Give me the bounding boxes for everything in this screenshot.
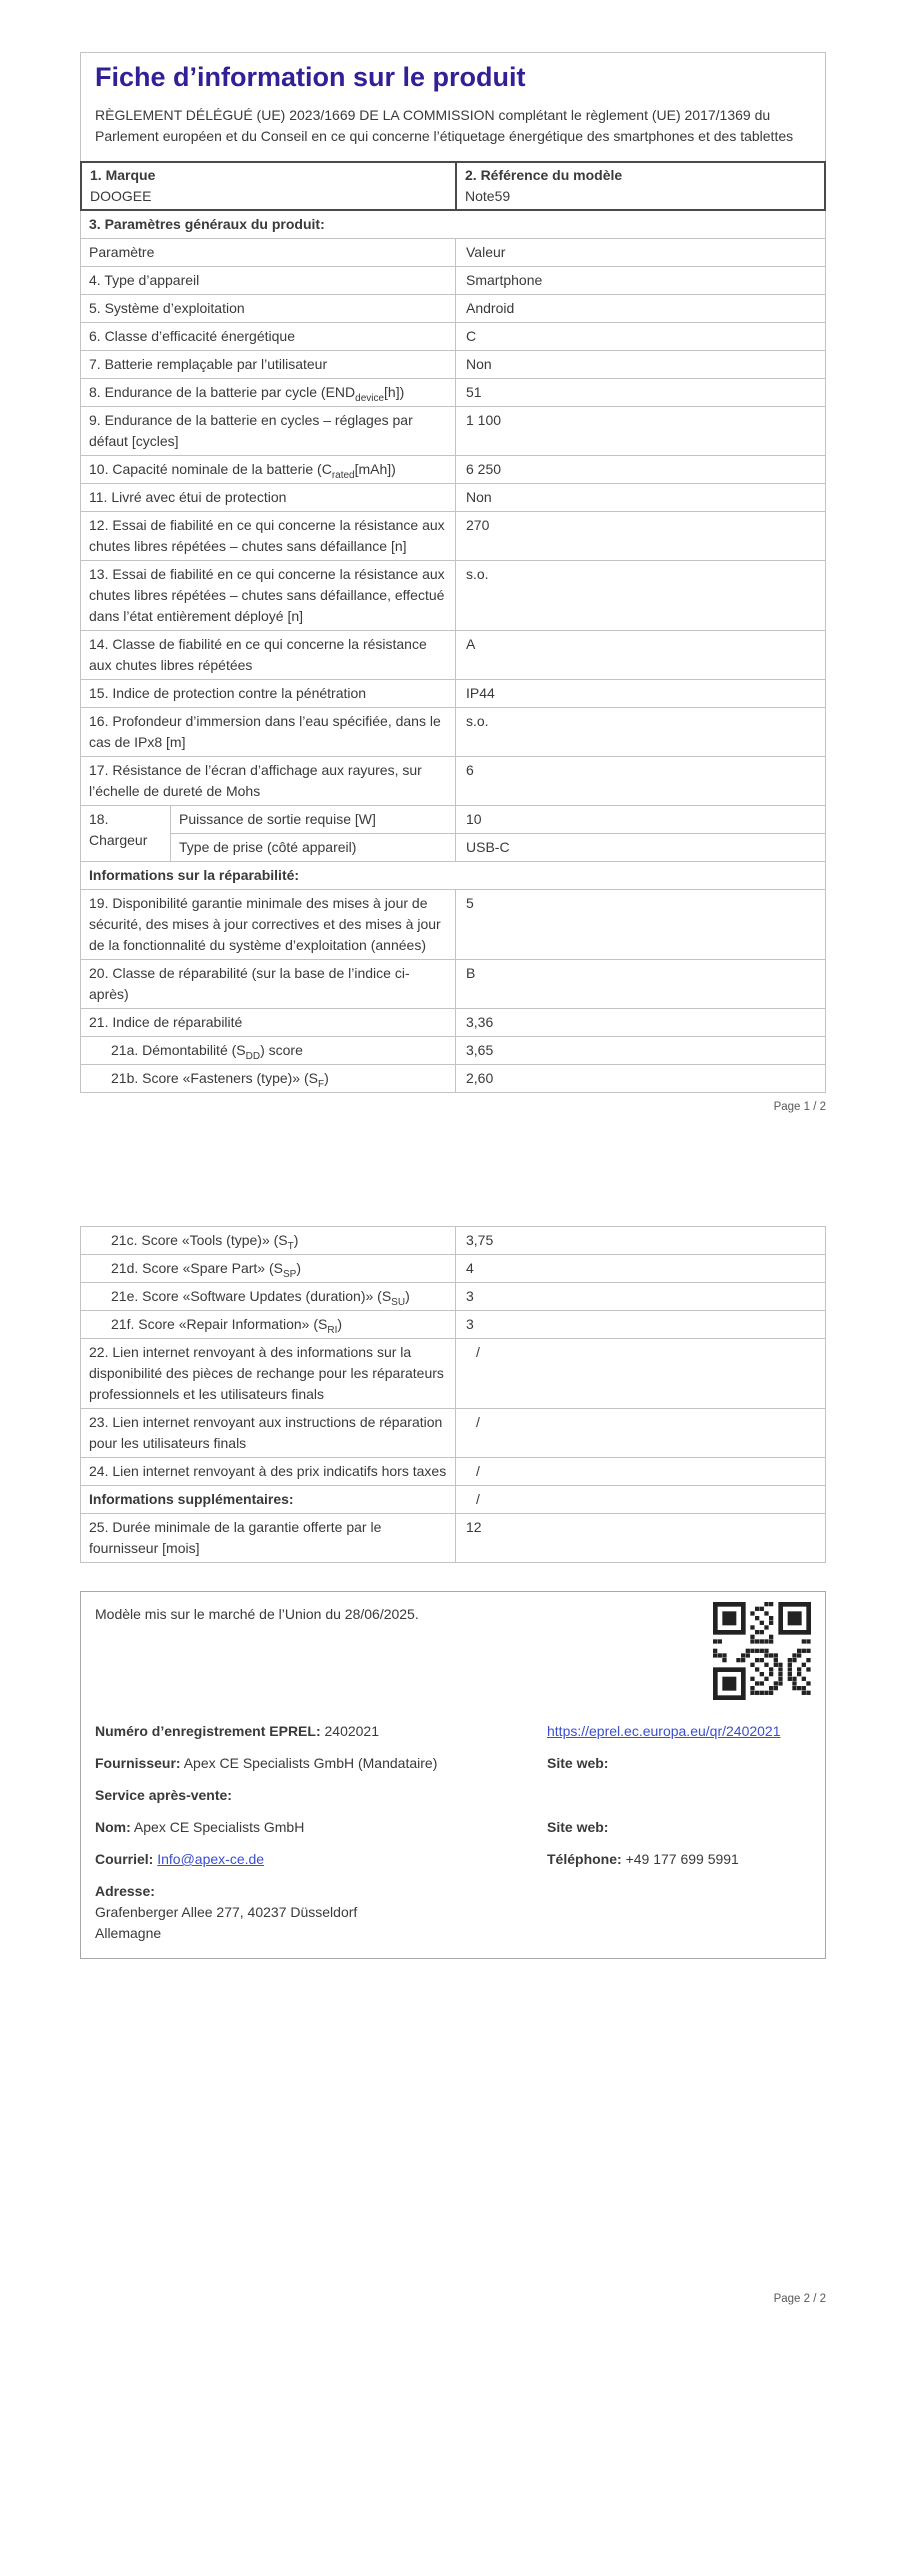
site-web-label: Site web: bbox=[547, 1755, 609, 1771]
eprel-link[interactable]: https://eprel.ec.europa.eu/qr/2402021 bbox=[547, 1723, 781, 1739]
table-row bbox=[81, 1458, 825, 1486]
table-row bbox=[81, 1009, 825, 1037]
param-label: 9. Endurance de la batterie en cycles – réglages par défaut [cycles] bbox=[81, 407, 456, 455]
supplier-info-box bbox=[80, 1591, 826, 1959]
param-value: IP44 bbox=[466, 684, 495, 701]
site-web-label-2: Site web: bbox=[547, 1819, 609, 1835]
param-value: 12 bbox=[466, 1519, 482, 1535]
param-value: / bbox=[476, 1491, 480, 1507]
eprel-number bbox=[95, 1721, 547, 1742]
param-value: Valeur bbox=[466, 243, 506, 260]
param-label: 21a. Démontabilité $(S_{DD})$ score bbox=[81, 1037, 456, 1064]
table-row bbox=[81, 351, 825, 379]
param-label: 16. Profondeur d’immersion dans l’eau spécifiée, dans le cas de IPx8 [m] bbox=[81, 708, 456, 756]
param-value: Smartphone bbox=[466, 271, 543, 288]
page-number-1: Page 1 / 2 bbox=[773, 1100, 826, 1113]
param-label: 21d. Score «Spare Part» $(S_{SP})$ bbox=[81, 1255, 456, 1282]
param-label: 21. Indice de réparabilité bbox=[81, 1009, 456, 1036]
address-line-1: Grafenberger Allee 277, 40237 Düsseldorf bbox=[95, 1904, 358, 1920]
param-value: Non bbox=[466, 355, 492, 372]
table-row bbox=[81, 680, 825, 708]
param-value: 5 bbox=[466, 894, 474, 911]
brand-model-row bbox=[80, 161, 826, 211]
table-row bbox=[81, 1409, 825, 1458]
param-value: / bbox=[476, 1463, 480, 1479]
param-label: 24. Lien internet renvoyant à des prix indicatifs hors taxes bbox=[81, 1458, 456, 1485]
table-row bbox=[81, 407, 825, 456]
section-header: Informations sur la réparabilité: bbox=[89, 866, 300, 883]
param-value: C bbox=[466, 327, 477, 344]
table-row bbox=[81, 1255, 825, 1283]
param-value: 6 bbox=[466, 761, 474, 778]
brand-cell bbox=[82, 163, 457, 209]
title-section bbox=[80, 52, 826, 161]
param-label: 21b. Score «Fasteners (type)» $(S_F)$ bbox=[81, 1065, 456, 1092]
param-label: 11. Livré avec étui de protection bbox=[81, 484, 456, 511]
table-row bbox=[81, 239, 825, 267]
page-break bbox=[80, 1116, 826, 1226]
eprel-row bbox=[95, 1721, 811, 1742]
param-label: 18. Chargeur bbox=[81, 806, 171, 861]
brand-value: DOOGEE bbox=[90, 187, 152, 204]
param-value: / bbox=[476, 1344, 480, 1360]
param-label: 4. Type d’appareil bbox=[81, 267, 456, 294]
table-row bbox=[81, 211, 825, 239]
qr-code bbox=[713, 1602, 811, 1700]
param-label: 13. Essai de fiabilité en ce qui concerne la résistance aux chutes libres répétées – chutes sans défaillance, effectué dans l’état entièrement déployé [n] bbox=[81, 561, 456, 630]
param-label: 15. Indice de protection contre la pénétration bbox=[81, 680, 456, 707]
param-label: 6. Classe d’efficacité énergétique bbox=[81, 323, 456, 350]
table-row bbox=[81, 757, 825, 806]
address-block bbox=[95, 1881, 811, 1944]
param-label: 14. Classe de fiabilité en ce qui concerne la résistance aux chutes libres répétées bbox=[81, 631, 456, 679]
after-sales-row bbox=[95, 1785, 811, 1806]
param-value: 4 bbox=[466, 1260, 474, 1276]
table-row bbox=[81, 1227, 825, 1255]
param-label: 17. Résistance de l’écran d’affichage aux rayures, sur l’échelle de dureté de Mohs bbox=[81, 757, 456, 805]
service-name-value: Apex CE Specialists GmbH bbox=[133, 1819, 305, 1835]
address-line-2: Allemagne bbox=[95, 1925, 162, 1941]
param-value: 3,65 bbox=[466, 1041, 494, 1058]
phone-label: Téléphone: bbox=[547, 1851, 622, 1867]
eprel-value: 2402021 bbox=[324, 1723, 380, 1739]
param-label: 12. Essai de fiabilité en ce qui concerne la résistance aux chutes libres répétées – chutes sans défaillance [n] bbox=[81, 512, 456, 560]
param-value: A bbox=[466, 635, 476, 652]
table-row bbox=[81, 960, 825, 1009]
table-row bbox=[81, 1311, 825, 1339]
phone-value: +49 177 699 5991 bbox=[625, 1851, 739, 1867]
table-row bbox=[81, 512, 825, 561]
table-row bbox=[81, 323, 825, 351]
table-row bbox=[81, 456, 825, 484]
table-row bbox=[81, 806, 825, 862]
param-value: Android bbox=[466, 299, 515, 316]
table-row bbox=[81, 1514, 825, 1563]
table-row bbox=[81, 379, 825, 407]
section-header: 3. Paramètres généraux du produit: bbox=[89, 215, 325, 232]
table-row bbox=[81, 484, 825, 512]
table-row bbox=[81, 862, 825, 890]
brand-label: 1. Marque bbox=[90, 166, 156, 183]
param-label: 22. Lien internet renvoyant à des informations sur la disponibilité des pièces de rechange pour les réparateurs professionnels et les utilisateurs finals bbox=[81, 1339, 456, 1408]
param-value: USB-C bbox=[466, 838, 510, 855]
model-label: 2. Référence du modèle bbox=[465, 166, 623, 183]
param-value: 3,36 bbox=[466, 1013, 494, 1030]
param-label: 25. Durée minimale de la garantie offerte par le fournisseur [mois] bbox=[81, 1514, 456, 1562]
supplier-label: Fournisseur: bbox=[95, 1755, 181, 1771]
param-label: 19. Disponibilité garantie minimale des mises à jour de sécurité, des mises à jour correctives et des mises à jour de la fonctionnalité du système d’exploitation (années) bbox=[81, 890, 456, 959]
address-label: Adresse: bbox=[95, 1883, 155, 1899]
email-label: Courriel: bbox=[95, 1851, 154, 1867]
product-table-page1 bbox=[80, 211, 826, 1093]
regulation-text: RÈGLEMENT DÉLÉGUÉ (UE) 2023/1669 DE LA COMMISSION complétant le règlement (UE) 2017/1369 du Parlement européen et du Conseil en ce qui concerne l’étiquetage énergétique des smartphones et des tablettes bbox=[95, 106, 794, 144]
param-label: 5. Système d’exploitation bbox=[81, 295, 456, 322]
param-value: s.o. bbox=[466, 712, 489, 729]
page-number-2: Page 2 / 2 bbox=[773, 2293, 826, 2305]
table-row bbox=[81, 890, 825, 960]
param-label: Paramètre bbox=[81, 239, 456, 266]
model-cell bbox=[457, 163, 824, 209]
param-value: Non bbox=[466, 488, 492, 505]
param-label: 10. Capacité nominale de la batterie $(C_{rated}[mAh])$ bbox=[81, 456, 456, 483]
table-row bbox=[81, 631, 825, 680]
service-name-label: Nom: bbox=[95, 1819, 131, 1835]
table-row bbox=[81, 1339, 825, 1409]
table-row bbox=[81, 1283, 825, 1311]
table-row bbox=[81, 1037, 825, 1065]
param-value: 3,75 bbox=[466, 1232, 494, 1248]
param-value: 6 250 bbox=[466, 460, 502, 477]
model-value: Note59 bbox=[465, 187, 511, 204]
param-value: B bbox=[466, 964, 476, 981]
market-date-line: Modèle mis sur le marché de l’Union du 28/06/2025. bbox=[95, 1606, 419, 1622]
param-label: Informations supplémentaires: bbox=[81, 1486, 456, 1513]
service-name-row bbox=[95, 1817, 811, 1838]
param-value: 3 bbox=[466, 1288, 474, 1304]
product-table-page2 bbox=[80, 1226, 826, 1563]
param-label: 7. Batterie remplaçable par l’utilisateur bbox=[81, 351, 456, 378]
eprel-label: Numéro d’enregistrement EPREL: bbox=[95, 1723, 321, 1739]
param-value: 2,60 bbox=[466, 1069, 494, 1086]
param-value: 1 100 bbox=[466, 411, 502, 428]
table-row bbox=[81, 295, 825, 323]
param-value: 270 bbox=[466, 516, 490, 533]
after-sales-label: Service après-vente: bbox=[95, 1787, 232, 1803]
table-row bbox=[81, 561, 825, 631]
supplier-value: Apex CE Specialists GmbH (Mandataire) bbox=[183, 1755, 438, 1771]
param-value: 51 bbox=[466, 383, 482, 400]
table-row bbox=[81, 267, 825, 295]
supplier-row bbox=[95, 1753, 811, 1774]
param-label: 21c. Score «Tools (type)» $(S_T)$ bbox=[81, 1227, 456, 1254]
page-title: Fiche d’information sur le produit bbox=[95, 62, 526, 92]
contact-row bbox=[95, 1849, 811, 1870]
table-row bbox=[81, 1065, 825, 1093]
param-label: Puissance de sortie requise [W] bbox=[171, 806, 456, 833]
param-value: 10 bbox=[466, 810, 482, 827]
email-link[interactable]: Info@apex-ce.de bbox=[157, 1851, 265, 1867]
table-row bbox=[81, 708, 825, 757]
param-label: Type de prise (côté appareil) bbox=[171, 834, 456, 861]
table-row bbox=[81, 1486, 825, 1514]
param-value: / bbox=[476, 1414, 480, 1430]
param-value: 3 bbox=[466, 1316, 474, 1332]
param-label: 23. Lien internet renvoyant aux instructions de réparation pour les utilisateurs finals bbox=[81, 1409, 456, 1457]
param-label: 21e. Score «Software Updates (duration)» $(S_{SU})$ bbox=[81, 1283, 456, 1310]
param-label: 21f. Score «Repair Information» $(S_{RI})$ bbox=[81, 1311, 456, 1338]
param-value: s.o. bbox=[466, 565, 489, 582]
param-label: 8. Endurance de la batterie par cycle $(END_{device}[h])$ bbox=[81, 379, 456, 406]
param-label: 20. Classe de réparabilité (sur la base de l’indice ci-après) bbox=[81, 960, 456, 1008]
